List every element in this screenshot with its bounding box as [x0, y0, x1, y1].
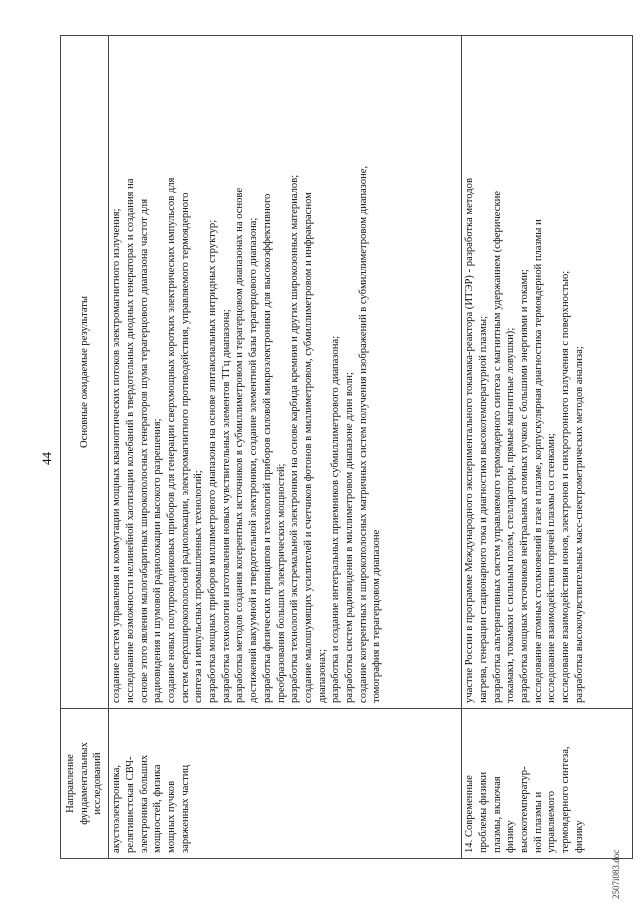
direction-line: мощных пучков	[165, 780, 177, 853]
result-line: создание малошумящих усилителей и счетчиков фотонов в миллиметровом, субмиллиметровом и инфракрасном	[302, 192, 314, 703]
result-line: исследование атомных столкновений в газе и плазме, корпускулярная диагностика термоядерной плазмы и	[532, 219, 544, 703]
header-results: Основные ожидаемые результаты	[61, 36, 109, 709]
result-line: разработка методов создания когерентных источников в субмиллиметровом и терагерцовом диапазонах на основе	[234, 187, 246, 703]
direction-line: термоядерного синтеза,	[560, 746, 572, 853]
direction-line: 14. Современные	[464, 775, 476, 853]
result-line: создание систем управления и коммутации мощных квазиоптических потоков электромагнитного излучения;	[111, 208, 123, 703]
result-line: исследование возможности нелинейной хаотизации колебаний в твердотельных диодных генераторах и создания на	[124, 178, 136, 703]
direction-line: мощностей, физика	[152, 764, 164, 853]
result-line: создание когерентных и широкополосных матричных систем получения изображений в субмиллиметровом диапазоне,	[357, 165, 369, 703]
direction-line: заряженных частиц	[179, 764, 191, 853]
page-number: 44	[39, 452, 54, 465]
direction-line: физику	[505, 820, 517, 853]
result-line: разработка физических принципов и технологий приборов силовой микроэлектроники для высокоэффективного	[261, 193, 273, 703]
result-line: диапазонах;	[316, 648, 328, 703]
result-line: нагрева, генерации стационарного тока и диагностики высокотемпературной плазмы;	[477, 315, 489, 703]
result-line: разработка технологий экстремальной электроники на основе карбида кремния и других широкозонных материалов;	[289, 174, 301, 703]
direction-line: акустоэлектроника,	[111, 765, 123, 853]
direction-line: релятивистская СВЧ-	[124, 756, 136, 853]
result-line: достижений вакуумной и твердотельной электроники, создание элементной базы терагерцового диапазона;	[248, 217, 260, 703]
result-line: разработка систем радиовидения в миллиметровом диапазоне длин волн;	[344, 372, 356, 703]
result-line: основе этого явления малогабаритных широкополосных генераторов шума терагерцового диапазона частот для	[138, 198, 150, 703]
result-line: синтеза и импульсных промышленных технологий;	[193, 470, 205, 703]
direction-line: высокотемператур-	[518, 766, 530, 853]
result-line: томография в терагерцовом диапазоне	[371, 529, 383, 703]
results-cell	[109, 36, 462, 709]
result-line: исследование взаимодействия горячей плазмы со стенками;	[546, 433, 558, 703]
table-header-row	[61, 36, 109, 859]
result-line: разработка технологии изготовления новых чувствительных элементов ТГц диапазона;	[220, 309, 232, 703]
direction-line: плазмы, включая	[491, 776, 503, 853]
direction-line: физику	[573, 820, 585, 853]
result-line: участие России в программе Международного экспериментального токамака-реактора (ИТЭР) - разработка методов	[464, 178, 476, 703]
document-filename: 2507i083.doc	[611, 849, 621, 899]
result-line: разработка мощных источников нейтральных атомных пучков с большими энергиями и токами;	[518, 269, 530, 703]
result-line: разработка и создание интегральных приемников субмиллиметрового диапазона;	[330, 335, 342, 703]
result-line: исследование взаимодействия ионов, электронов и синхротронного излучения с поверхностью;	[560, 270, 572, 703]
results-cell	[462, 36, 633, 709]
direction-line: управляемого	[546, 790, 558, 853]
result-line: разработка альтернативных систем управляемого термоядерного синтеза с магнитным удержанием (сферические	[491, 191, 503, 703]
result-line: создание новых полупроводниковых приборов для генерации сверхмощных коротких электрических импульсов для	[165, 177, 177, 703]
direction-line: проблемы физики	[477, 771, 489, 853]
table-row	[462, 36, 633, 859]
result-line: радиовидения и шумовой радиолокации высокого разрешения;	[152, 418, 164, 703]
direction-line: электроника больших	[138, 754, 150, 853]
table-row	[109, 36, 462, 859]
header-direction: Направление фундаментальных исследований	[61, 709, 109, 859]
direction-line: ной плазмы и	[532, 791, 544, 853]
result-line: токамаки, токамаки с сильным полем, стеллараторы, прямые магнитные ловушки);	[505, 327, 517, 703]
result-line: разработка мощных приборов миллиметрового диапазона на основе эпитаксиальных нитридных структур;	[207, 219, 219, 703]
direction-cell	[462, 709, 633, 859]
result-line: разработка высокочувствительных масс-спектрометрических методов анализа;	[573, 346, 585, 703]
result-line: систем сверхширокополосной радиолокации, электромагнитного противодействия, управляемого термоядерного	[179, 192, 191, 703]
research-results-table	[60, 35, 633, 859]
result-line: преобразования больших электрических мощностей;	[275, 463, 287, 703]
direction-cell	[109, 709, 462, 859]
